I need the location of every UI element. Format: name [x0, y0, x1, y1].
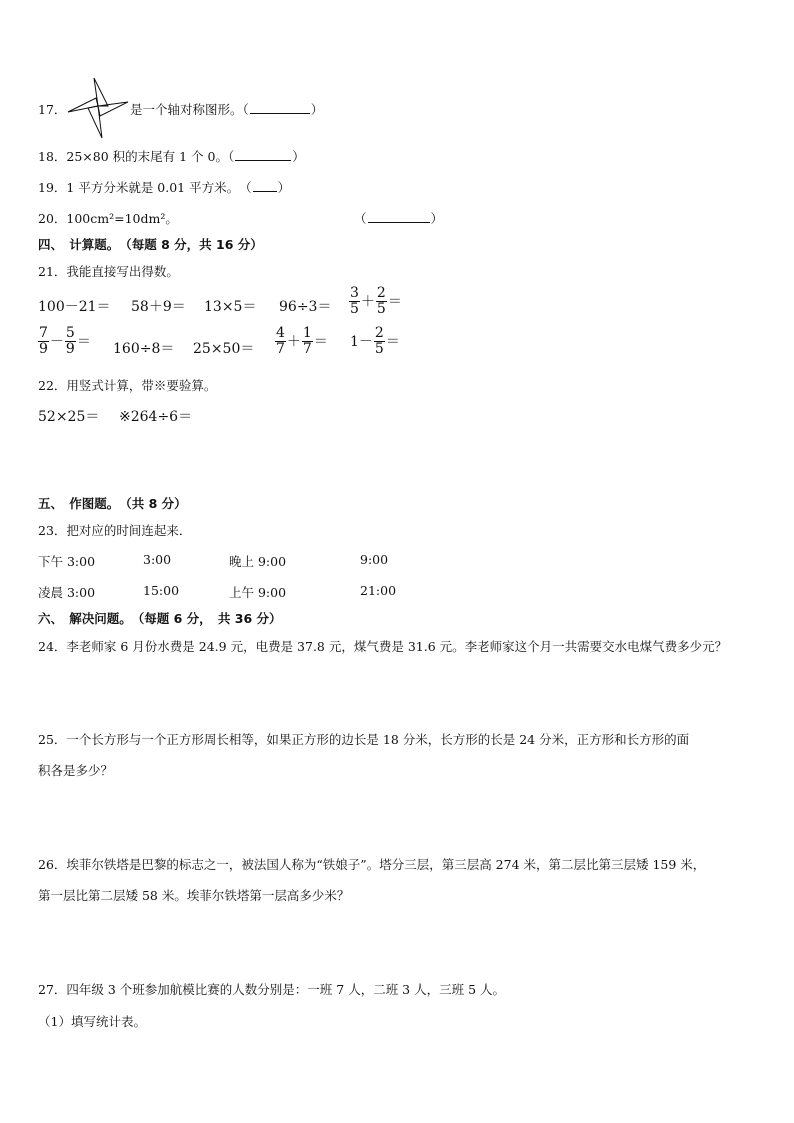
fraction: $\frac{2}{5}$: [376, 285, 386, 317]
q23-left-label-1: 下午 3:00: [38, 554, 96, 569]
q21-expr-1: 100－21＝: [38, 299, 111, 315]
q21-expr-2: 58＋9＝: [131, 299, 186, 315]
q21-expr-4: 96÷3＝: [279, 299, 332, 315]
fraction: $\frac{7}{9}$: [39, 325, 48, 357]
q21-expr-3: 13×5＝: [204, 299, 257, 315]
q21-frac-expr-1: $\frac{3}{5}$ ＋ $\frac{2}{5}$ ＝: [350, 285, 402, 317]
fraction: $\frac{1}{7}$: [302, 325, 312, 357]
q20-open: （: [354, 211, 367, 226]
fraction: $\frac{2}{5}$: [374, 325, 384, 357]
q22-expr-1: 52×25＝: [38, 409, 100, 425]
q17-text-line: [130, 100, 323, 118]
q20-text: 20．100cm²=10dm²。: [38, 211, 178, 226]
q17-close: ）: [310, 102, 324, 117]
section-4-heading: 四、 计算题。 （每题 8 分，共 16 分）: [38, 237, 263, 252]
q23-right-label-1: 晚上 9:00: [229, 554, 287, 569]
q25-line-2: 积各是多少？: [38, 763, 114, 778]
q27-sub-1: （1）填写统计表。: [38, 1014, 146, 1029]
q19-text: 19．1 平方分米就是 0.01 平方米。 （: [38, 180, 252, 195]
q23-left-value-2: 15:00: [143, 583, 180, 598]
q21-expr-5: 160÷8＝: [113, 341, 175, 357]
q21-expr-6: 25×50＝: [193, 341, 255, 357]
q21-frac-expr-2: $\frac{7}{9}$ － $\frac{5}{9}$ ＝: [39, 325, 91, 357]
q17-text: 是一个轴对称图形。（: [130, 102, 249, 117]
q23-right-value-2: 21:00: [360, 583, 397, 598]
q17-answer-blank[interactable]: [250, 102, 310, 114]
q18-line: [38, 147, 305, 165]
q27-line-1: 27．四年级 3 个班参加航模比赛的人数分别是：一班 7 人，二班 3 人，三班 5 人。: [38, 982, 506, 997]
fraction: $\frac{3}{5}$: [350, 285, 359, 317]
q20-answer-blank[interactable]: [368, 211, 430, 223]
q21-frac-expr-3: $\frac{4}{7}$ ＋ $\frac{1}{7}$ ＝: [276, 325, 328, 357]
q21-title: 21．我能直接写出得数。: [38, 264, 179, 279]
q26-line-1: 26．埃菲尔铁塔是巴黎的标志之一，被法国人称为“铁娘子”。塔分三层，第三层高 274 米，第二层比第三层矮 159 米，: [38, 857, 706, 872]
fraction: $\frac{5}{9}$: [65, 325, 75, 357]
q25-line-1: 25．一个长方形与一个正方形周长相等，如果正方形的边长是 18 分米，长方形的长是 24 分米，正方形和长方形的面: [38, 732, 690, 747]
q21-frac-expr-4: 1－ $\frac{2}{5}$ ＝: [350, 325, 400, 357]
q23-title: 23．把对应的时间连起来．: [38, 523, 192, 538]
q20-line: [38, 209, 178, 227]
pinwheel-figure: [64, 76, 132, 142]
q20-answer: [354, 209, 443, 227]
q22-expr-2: ※264÷6＝: [119, 409, 193, 425]
q18-text: 18．25×80 积的末尾有 1 个 0。（: [38, 149, 235, 164]
q26-line-2: 第一层比第二层矮 58 米。埃菲尔铁塔第一层高多少米？: [38, 888, 350, 903]
q17-line: [38, 100, 66, 118]
q19-answer-blank[interactable]: [253, 180, 277, 192]
q23-right-value-1: 9:00: [360, 552, 389, 567]
q24-text: 24．李老师家 6 月份水费是 24.9 元，电费是 37.8 元，煤气费是 31.6 元。李老师家这个月一共需要交水电煤气费多少元？: [38, 639, 728, 654]
q23-right-label-2: 上午 9:00: [229, 585, 287, 600]
q22-title: 22．用竖式计算，带※要验算。: [38, 378, 217, 393]
fraction: $\frac{4}{7}$: [276, 325, 285, 357]
q20-close: ）: [430, 211, 444, 226]
q18-answer-blank[interactable]: [235, 149, 291, 161]
section-5-heading: 五、 作图题。 （共 8 分）: [38, 496, 187, 511]
q19-line: [38, 178, 290, 196]
q18-close: ）: [292, 149, 305, 164]
q19-close: ）: [277, 180, 291, 195]
q23-left-label-2: 凌晨 3:00: [38, 585, 96, 600]
q23-left-value-1: 3:00: [143, 552, 172, 567]
section-6-heading: 六、 解决问题。 （每题 6 分， 共 36 分）: [38, 611, 282, 626]
q17-number: 17．: [38, 102, 67, 117]
